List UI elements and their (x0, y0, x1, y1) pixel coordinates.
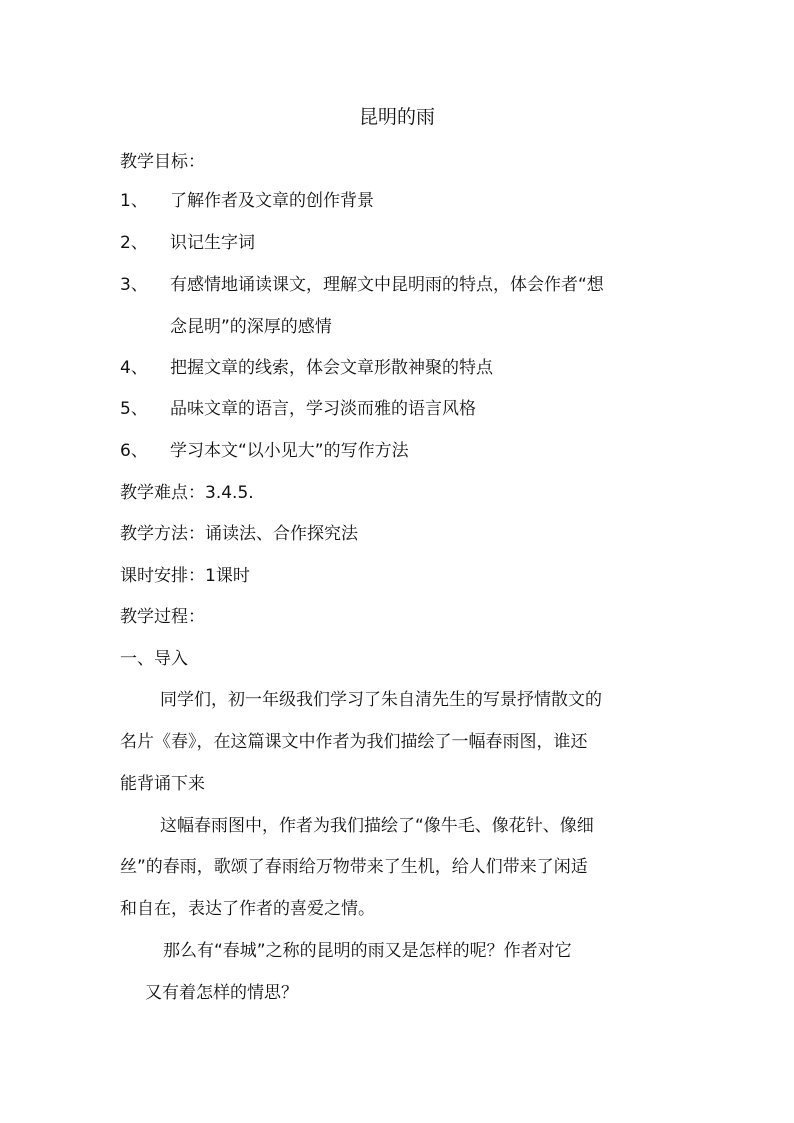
objective-text: 了解作者及文章的创作背景 (170, 191, 374, 211)
objective-number: 3、 (120, 275, 148, 295)
paragraph-line: 那么有“春城”之称的昆明的雨又是怎样的呢？作者对它 (163, 941, 572, 961)
class-schedule: 课时安排：1课时 (120, 566, 250, 586)
objectives-heading: 教学目标： (120, 152, 205, 172)
objective-text: 有感情地诵读课文，理解文中昆明雨的特点，体会作者“想 (170, 275, 604, 295)
objective-number: 4、 (120, 358, 148, 378)
objective-number: 2、 (120, 233, 148, 253)
section-heading: 一、导入 (120, 649, 188, 669)
objective-text: 把握文章的线索，体会文章形散神聚的特点 (170, 358, 493, 378)
paragraph-line: 同学们，初一年级我们学习了朱自清先生的写景抒情散文的 (160, 690, 602, 710)
objective-text-continued: 念昆明”的深厚的感情 (170, 317, 332, 337)
paragraph-line: 能背诵下来 (120, 774, 205, 794)
objective-text: 学习本文“以小见大”的写作方法 (170, 441, 409, 461)
objective-number: 5、 (120, 399, 148, 419)
paragraph-line: 这幅春雨图中，作者为我们描绘了“像牛毛、像花针、像细 (160, 816, 594, 836)
objective-text: 识记生字词 (170, 233, 255, 253)
objective-number: 1、 (120, 191, 148, 211)
teaching-difficulty: 教学难点：3.4.5. (120, 483, 254, 503)
document-title: 昆明的雨 (358, 106, 435, 128)
paragraph-line: 名片《春》，在这篇课文中作者为我们描绘了一幅春雨图，谁还 (120, 732, 588, 752)
objective-number: 6、 (120, 441, 148, 461)
paragraph-line: 和自在，表达了作者的喜爱之情。 (120, 899, 375, 919)
teaching-method: 教学方法：诵读法、合作探究法 (120, 524, 358, 544)
paragraph-line: 又有着怎样的情思？ (145, 983, 298, 1003)
paragraph-line: 丝”的春雨，歌颂了春雨给万物带来了生机，给人们带来了闲适 (120, 857, 588, 877)
objective-text: 品味文章的语言，学习淡而雅的语言风格 (170, 399, 476, 419)
process-heading: 教学过程： (120, 607, 205, 627)
